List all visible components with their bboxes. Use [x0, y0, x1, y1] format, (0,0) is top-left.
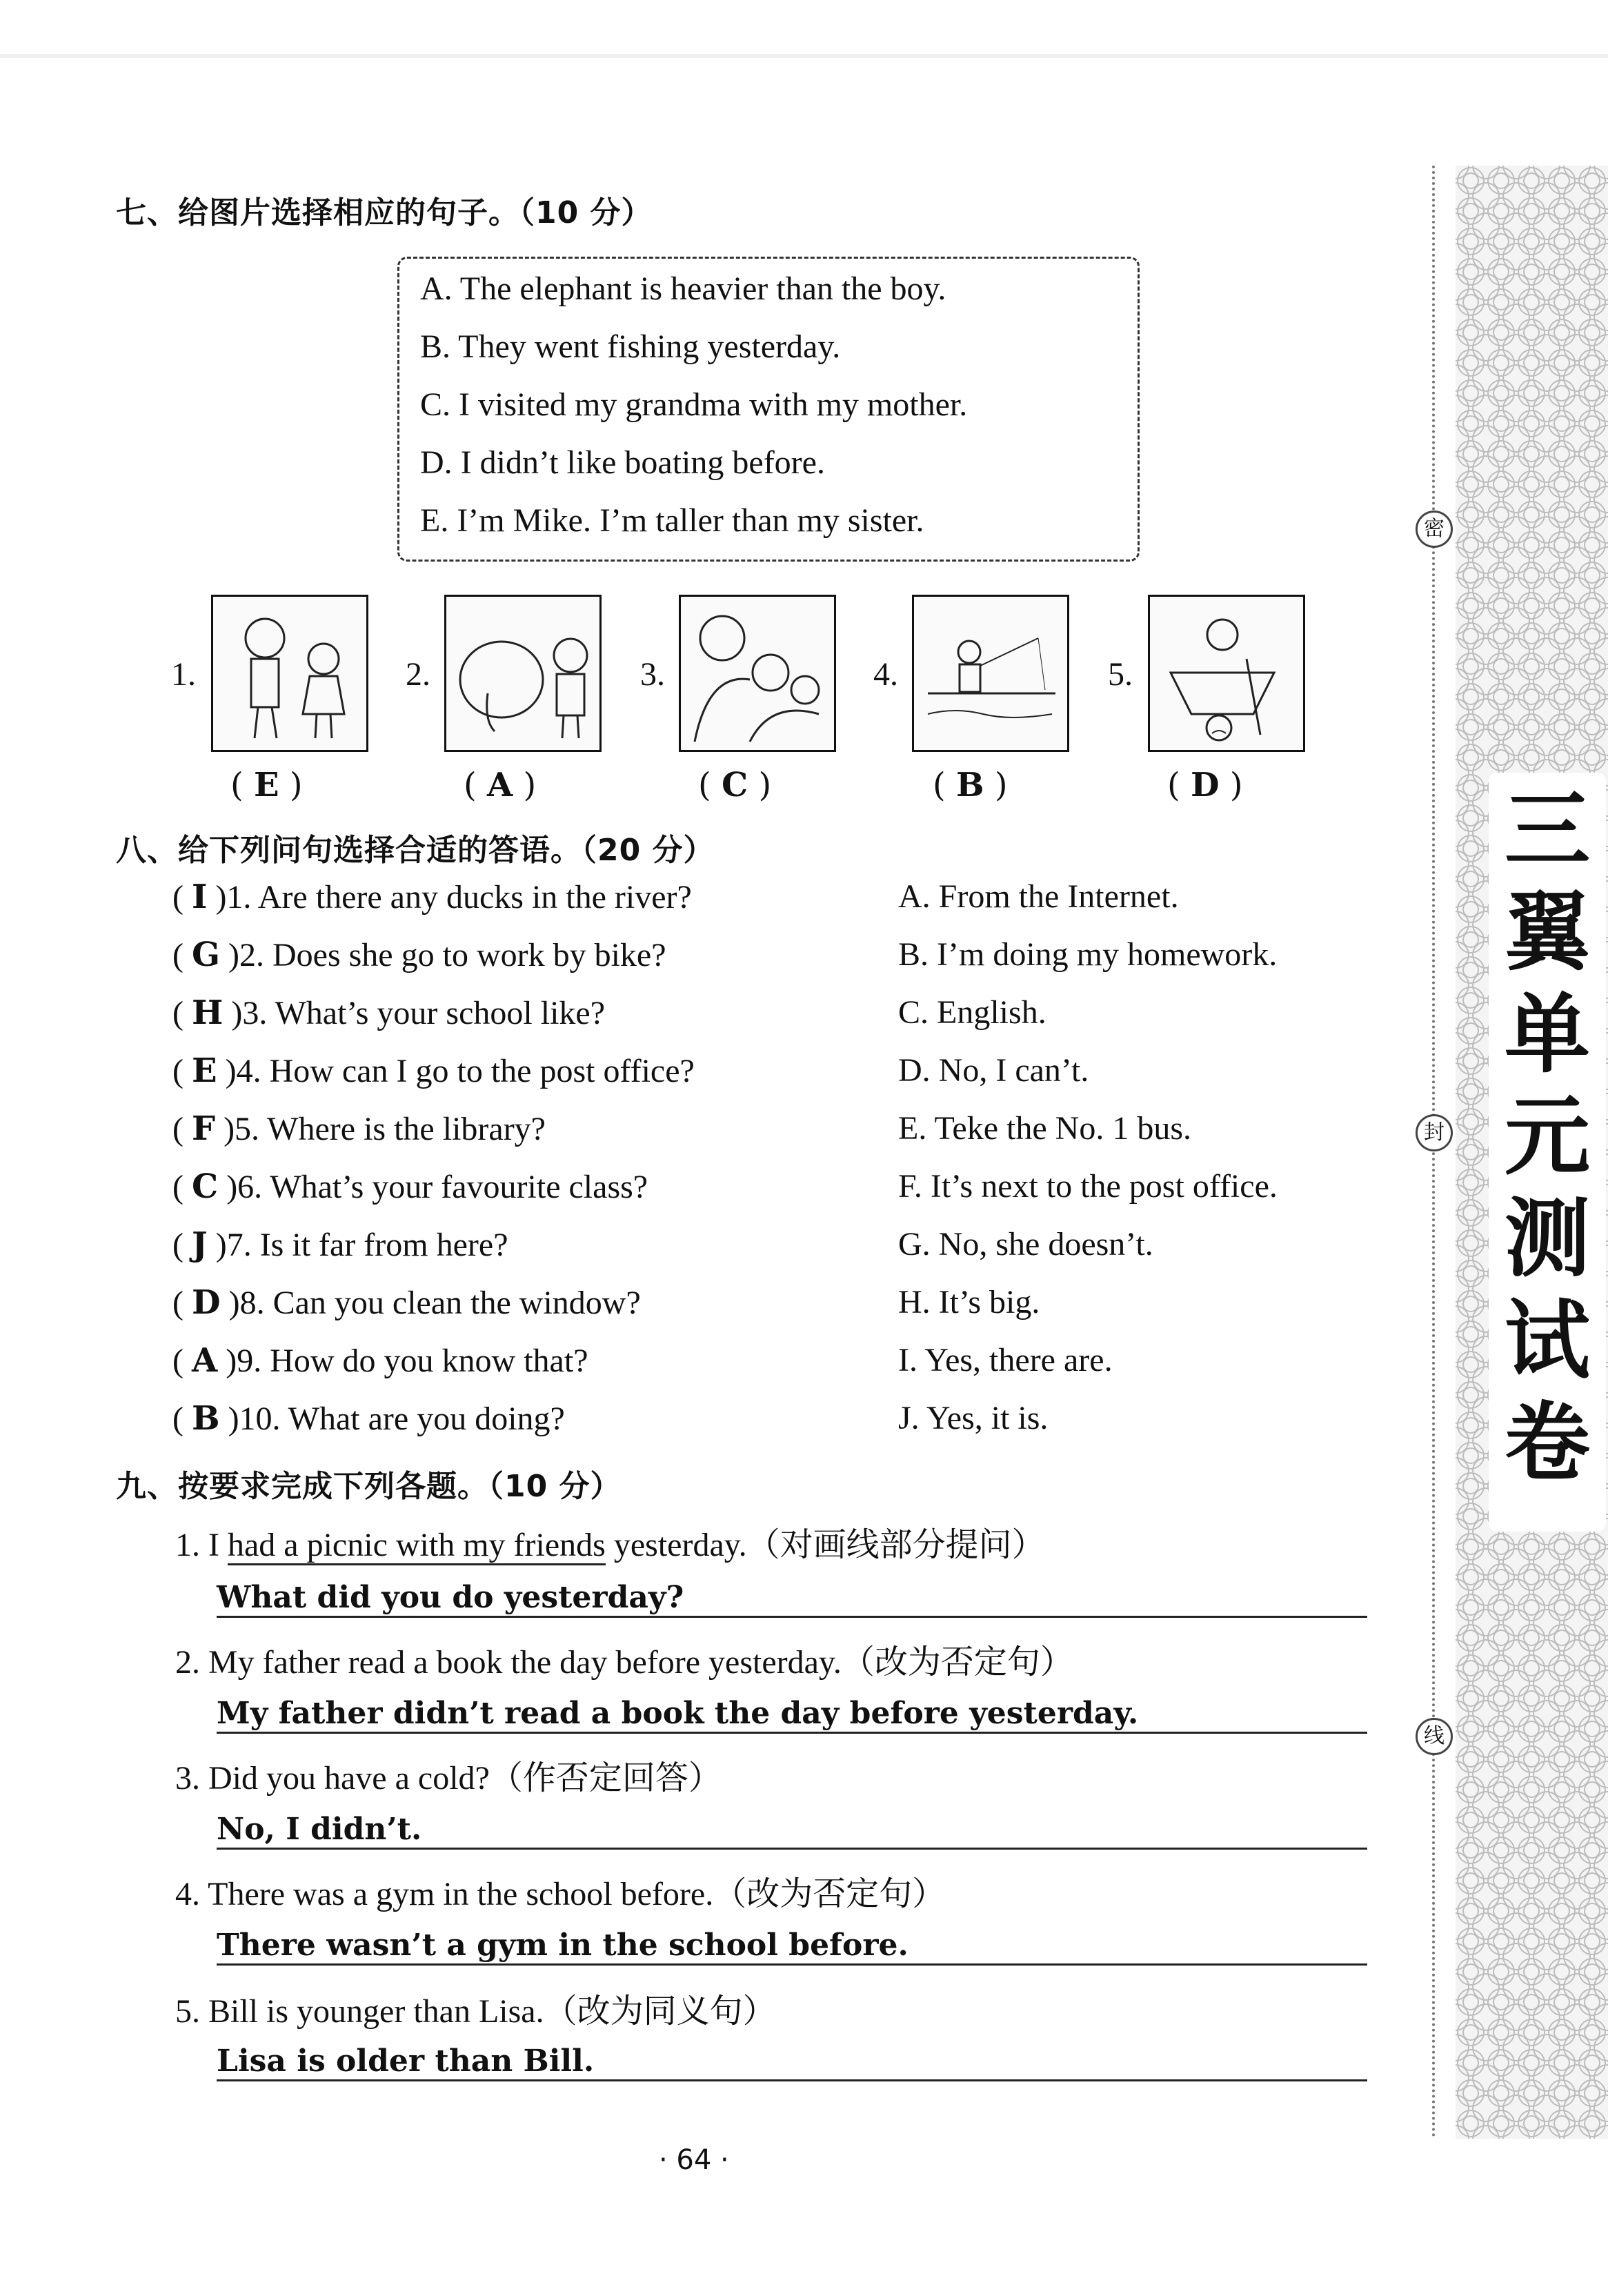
picture-number: 3.: [640, 656, 665, 693]
answer-letter: A: [191, 1341, 218, 1380]
answer-letter: B: [191, 1399, 220, 1438]
option-item: D. No, I can’t.: [898, 1052, 1089, 1089]
sentence-d: D. I didn’t like boating before.: [420, 444, 825, 481]
task-pre: I: [208, 1527, 228, 1563]
task-5-prompt: 5. Bill is younger than Lisa.（改为同义句）: [175, 1993, 776, 2030]
boating-icon: [1150, 597, 1303, 750]
task-number: 1.: [175, 1527, 200, 1563]
question-text: )5. Where is the library?: [224, 1111, 546, 1147]
section7-title: 七、给图片选择相应的句子。（10 分）: [116, 195, 653, 230]
question-row: ( H )3. What’s your school like?: [172, 993, 606, 1032]
question-text: )9. How do you know that?: [226, 1343, 588, 1379]
answer-line-3: [217, 1812, 1367, 1850]
question-list: [172, 878, 695, 1457]
title-char: 卷: [1504, 1394, 1590, 1493]
option-list: [898, 878, 1278, 1457]
task-1-prompt: [175, 1518, 1045, 1565]
picture-number: 2.: [406, 656, 430, 693]
page-number: · 64 ·: [659, 2144, 729, 2176]
picture-answer-1: ( E ): [230, 766, 303, 804]
boy-and-girl-picture: [211, 595, 368, 752]
question-row: ( J )7. Is it far from here?: [172, 1225, 508, 1264]
task-3-prompt: 3. Did you have a cold?（作否定回答）: [175, 1760, 722, 1797]
fishing-picture: [912, 595, 1069, 752]
question-row: ( E )4. How can I go to the post office?: [172, 1051, 695, 1090]
answer-letter: A: [486, 766, 513, 804]
question-row: ( B )10. What are you doing?: [172, 1399, 565, 1438]
task-post: yesterday.（对画线部分提问）: [605, 1527, 1045, 1563]
option-item: B. I’m doing my homework.: [898, 936, 1278, 973]
scan-edge: [0, 54, 1608, 58]
option-item: H. It’s big.: [898, 1284, 1040, 1320]
title-char: 试: [1504, 1292, 1590, 1391]
answer-line-1: [217, 1580, 1367, 1618]
question-text: )10. What are you doing?: [228, 1401, 565, 1437]
family-icon: [681, 597, 834, 750]
underlined-phrase: had a picnic with my friends: [228, 1527, 606, 1565]
option-item: A. From the Internet.: [898, 878, 1179, 915]
cut-line: [1432, 166, 1435, 2139]
question-text: )6. What’s your favourite class?: [226, 1169, 648, 1205]
answer-text: My father didn’t read a book the day before yesterday.: [217, 1696, 1139, 1731]
section8-title: 八、给下列问句选择合适的答语。（20 分）: [116, 833, 715, 868]
task-2-prompt: 2. My father read a book the day before yesterday.（改为否定句）: [175, 1644, 1073, 1681]
answer-letter: G: [191, 936, 220, 974]
picture-answer-5: ( D ): [1167, 766, 1243, 804]
answer-letter: I: [191, 878, 208, 916]
question-row: ( D )8. Can you clean the window?: [172, 1283, 641, 1322]
answer-line-5: [217, 2043, 1367, 2081]
sentence-box: [397, 257, 1140, 562]
grandma-and-mother-picture: [679, 595, 836, 752]
sentence-e: E. I’m Mike. I’m taller than my sister.: [420, 502, 924, 539]
question-row: ( F )5. Where is the library?: [172, 1109, 546, 1148]
sentence-a: A. The elephant is heavier than the boy.: [420, 270, 946, 307]
question-text: )8. Can you clean the window?: [228, 1285, 641, 1321]
picture-answer-3: ( C ): [698, 766, 772, 804]
picture-answer-4: ( B ): [933, 766, 1008, 804]
answer-letter: C: [721, 766, 748, 804]
title-char: 三: [1504, 781, 1590, 880]
picture-number: 5.: [1108, 656, 1133, 693]
option-item: E. Teke the No. 1 bus.: [898, 1110, 1192, 1147]
task-4-prompt: 4. There was a gym in the school before.（改为否定句）: [175, 1876, 946, 1912]
question-text: )2. Does she go to work by bike?: [228, 937, 666, 973]
picture-answer-2: ( A ): [464, 766, 537, 804]
elephant-and-boy-icon: [446, 597, 599, 750]
fishing-icon: [914, 597, 1067, 750]
question-row: ( G )2. Does she go to work by bike?: [172, 936, 666, 974]
sentence-c: C. I visited my grandma with my mother.: [420, 386, 968, 423]
boy-and-girl-icon: [213, 597, 366, 750]
option-item: G. No, she doesn’t.: [898, 1226, 1153, 1263]
question-text: )7. Is it far from here?: [215, 1227, 508, 1263]
title-char: 元: [1504, 1087, 1590, 1187]
picture-number: 4.: [873, 656, 898, 693]
vertical-book-title: [1496, 780, 1599, 1494]
answer-letter: D: [191, 1283, 221, 1322]
option-item: J. Yes, it is.: [898, 1400, 1049, 1436]
answer-letter: E: [253, 766, 279, 804]
answer-line-2: [217, 1696, 1367, 1734]
answer-letter: C: [191, 1167, 219, 1206]
question-row: ( A )9. How do you know that?: [172, 1341, 588, 1380]
question-text: )3. What’s your school like?: [231, 995, 606, 1031]
boating-picture: [1148, 595, 1305, 752]
answer-letter: H: [191, 993, 224, 1032]
answer-letter: J: [191, 1225, 208, 1264]
answer-letter: B: [955, 766, 984, 804]
answer-letter: F: [191, 1109, 216, 1148]
question-text: )4. How can I go to the post office?: [225, 1053, 695, 1089]
answer-letter: D: [1190, 766, 1220, 804]
answer-text: Lisa is older than Bill.: [217, 2043, 595, 2079]
option-item: C. English.: [898, 994, 1046, 1031]
section9-title: 九、按要求完成下列各题。（10 分）: [116, 1469, 622, 1504]
answer-text: There wasn’t a gym in the school before.: [217, 1928, 909, 1963]
elephant-and-boy-picture: [444, 595, 602, 752]
title-char: 单: [1504, 985, 1590, 1085]
title-char: 翼: [1504, 883, 1590, 982]
seal-mi: 密: [1416, 511, 1453, 548]
title-char: 测: [1504, 1189, 1590, 1289]
picture-number: 1.: [171, 656, 196, 693]
answer-letter: E: [191, 1051, 217, 1090]
answer-line-4: [217, 1928, 1367, 1966]
question-row: ( I )1. Are there any ducks in the river?: [172, 878, 692, 916]
seal-feng: 封: [1416, 1114, 1453, 1151]
question-text: )1. Are there any ducks in the river?: [215, 879, 692, 916]
option-item: F. It’s next to the post office.: [898, 1168, 1278, 1205]
answer-text: No, I didn’t.: [217, 1812, 422, 1847]
answer-text: What did you do yesterday?: [217, 1580, 684, 1615]
sentence-b: B. They went fishing yesterday.: [420, 328, 841, 365]
seal-xian: 线: [1416, 1718, 1453, 1755]
option-item: I. Yes, there are.: [898, 1342, 1113, 1378]
question-row: ( C )6. What’s your favourite class?: [172, 1167, 648, 1206]
